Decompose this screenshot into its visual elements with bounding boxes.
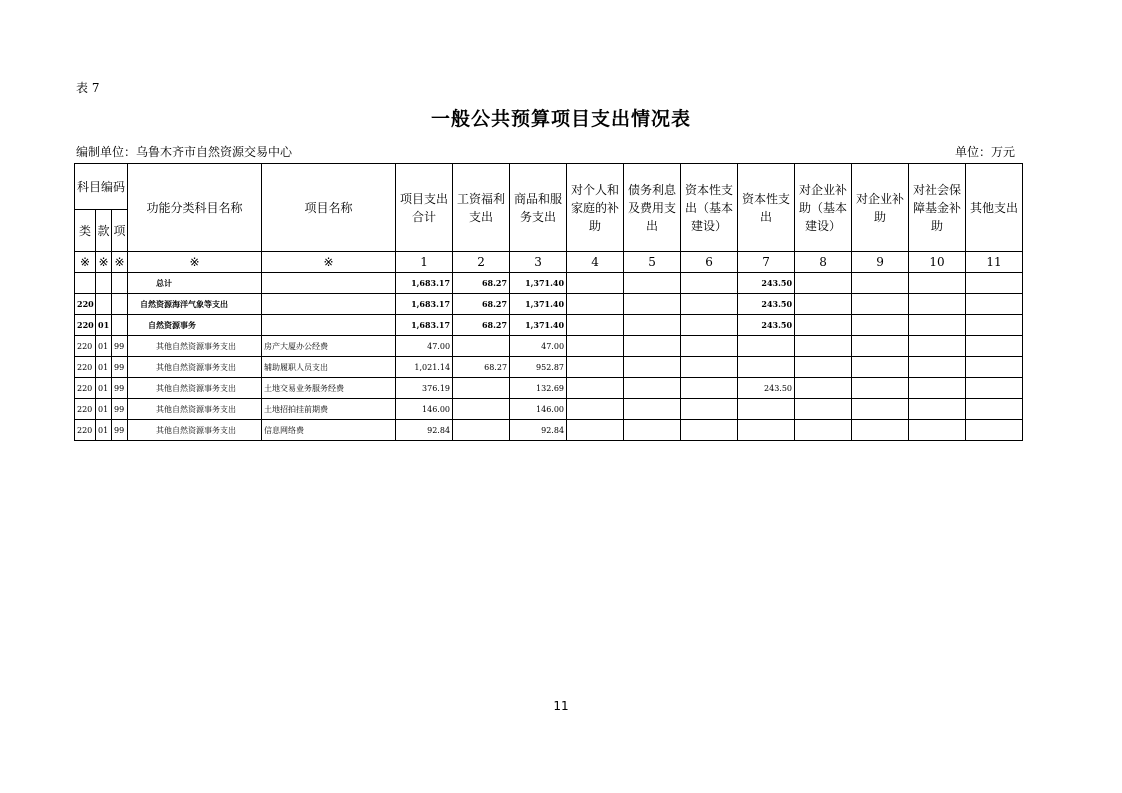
cell-kuan: 01	[96, 399, 112, 420]
table-row	[75, 357, 1023, 378]
header-project-name: 项目名称	[262, 164, 396, 252]
cell-c2	[453, 399, 510, 420]
cell-c10	[909, 315, 966, 336]
header-col4: 对个人和家庭的补助	[567, 164, 624, 252]
cell-c8	[795, 420, 852, 441]
cell-c6	[681, 378, 738, 399]
cell-c6	[681, 294, 738, 315]
table-row	[75, 399, 1023, 420]
cell-c6	[681, 336, 738, 357]
index-cell: ※	[128, 252, 262, 273]
cell-c2	[453, 378, 510, 399]
cell-c3: 92.84	[510, 420, 567, 441]
cell-c3: 146.00	[510, 399, 567, 420]
table-row	[75, 378, 1023, 399]
cell-c4	[567, 399, 624, 420]
index-cell: ※	[96, 252, 112, 273]
index-row	[75, 252, 1023, 273]
cell-lei: 220	[75, 420, 96, 441]
cell-c4	[567, 273, 624, 294]
cell-project	[262, 294, 396, 315]
index-cell: ※	[112, 252, 128, 273]
cell-kuan: 01	[96, 336, 112, 357]
cell-c8	[795, 399, 852, 420]
cell-c9	[852, 315, 909, 336]
cell-name: 自然资源海洋气象等支出	[128, 294, 262, 315]
cell-c9	[852, 378, 909, 399]
cell-c7: 243.50	[738, 378, 795, 399]
cell-c11	[966, 399, 1023, 420]
cell-c10	[909, 357, 966, 378]
cell-c2	[453, 336, 510, 357]
cell-c7: 243.50	[738, 315, 795, 336]
cell-project	[262, 315, 396, 336]
cell-c9	[852, 399, 909, 420]
index-cell: 11	[966, 252, 1023, 273]
table-row	[75, 273, 1023, 294]
cell-c9	[852, 336, 909, 357]
cell-c7	[738, 420, 795, 441]
cell-c4	[567, 420, 624, 441]
cell-c5	[624, 294, 681, 315]
cell-c11	[966, 336, 1023, 357]
cell-c11	[966, 357, 1023, 378]
index-cell: 6	[681, 252, 738, 273]
cell-c9	[852, 273, 909, 294]
cell-kuan: 01	[96, 378, 112, 399]
cell-lei: 220	[75, 315, 96, 336]
cell-kuan	[96, 294, 112, 315]
cell-c10	[909, 399, 966, 420]
header-func-name: 功能分类科目名称	[128, 164, 262, 252]
header-col5: 债务利息及费用支出	[624, 164, 681, 252]
cell-c5	[624, 273, 681, 294]
cell-c2: 68.27	[453, 294, 510, 315]
cell-c1: 1,683.17	[396, 294, 453, 315]
header-subject-code: 科目编码	[75, 164, 128, 210]
cell-c1: 1,683.17	[396, 273, 453, 294]
cell-c9	[852, 420, 909, 441]
cell-xiang: 99	[112, 357, 128, 378]
index-cell: 8	[795, 252, 852, 273]
cell-c11	[966, 273, 1023, 294]
cell-project: 信息网络费	[262, 420, 396, 441]
index-cell: 10	[909, 252, 966, 273]
cell-c10	[909, 294, 966, 315]
cell-name: 其他自然资源事务支出	[128, 399, 262, 420]
cell-name: 总计	[128, 273, 262, 294]
index-cell: 5	[624, 252, 681, 273]
header-col2: 工资福利支出	[453, 164, 510, 252]
cell-c4	[567, 315, 624, 336]
cell-kuan: 01	[96, 315, 112, 336]
cell-name: 其他自然资源事务支出	[128, 420, 262, 441]
cell-lei	[75, 273, 96, 294]
header-col3: 商品和服务支出	[510, 164, 567, 252]
cell-c4	[567, 336, 624, 357]
cell-xiang	[112, 294, 128, 315]
cell-c2	[453, 420, 510, 441]
cell-c4	[567, 294, 624, 315]
cell-c4	[567, 378, 624, 399]
index-cell: 2	[453, 252, 510, 273]
cell-name: 其他自然资源事务支出	[128, 336, 262, 357]
cell-c7: 243.50	[738, 273, 795, 294]
index-cell: ※	[75, 252, 96, 273]
cell-lei: 220	[75, 336, 96, 357]
cell-kuan: 01	[96, 420, 112, 441]
cell-c1: 146.00	[396, 399, 453, 420]
cell-c1: 376.19	[396, 378, 453, 399]
cell-c10	[909, 378, 966, 399]
cell-lei: 220	[75, 294, 96, 315]
cell-c5	[624, 357, 681, 378]
cell-c6	[681, 273, 738, 294]
cell-c1: 1,021.14	[396, 357, 453, 378]
cell-c6	[681, 357, 738, 378]
cell-c6	[681, 399, 738, 420]
cell-c1: 1,683.17	[396, 315, 453, 336]
cell-xiang	[112, 315, 128, 336]
header-col9: 对企业补助	[852, 164, 909, 252]
cell-c5	[624, 336, 681, 357]
header-col1: 项目支出合计	[396, 164, 453, 252]
cell-c8	[795, 378, 852, 399]
cell-c7	[738, 357, 795, 378]
org-label: 编制单位：乌鲁木齐市自然资源交易中心	[76, 145, 293, 159]
page-number: 11	[553, 699, 569, 713]
cell-c8	[795, 294, 852, 315]
cell-c6	[681, 420, 738, 441]
cell-c2: 68.27	[453, 357, 510, 378]
cell-project: 土地招拍挂前期费	[262, 399, 396, 420]
header-kuan: 款	[96, 210, 112, 252]
index-cell: 4	[567, 252, 624, 273]
cell-c3: 1,371.40	[510, 294, 567, 315]
cell-c3: 132.69	[510, 378, 567, 399]
cell-c9	[852, 294, 909, 315]
cell-c5	[624, 378, 681, 399]
index-cell: 9	[852, 252, 909, 273]
unit-label: 单位：万元	[955, 145, 1016, 159]
page-title: 一般公共预算项目支出情况表	[430, 108, 691, 130]
table-row	[75, 294, 1023, 315]
cell-c11	[966, 420, 1023, 441]
table-row	[75, 336, 1023, 357]
cell-c7: 243.50	[738, 294, 795, 315]
table-number: 表 7	[76, 81, 100, 95]
cell-project: 土地交易业务服务经费	[262, 378, 396, 399]
cell-c10	[909, 336, 966, 357]
cell-c3: 1,371.40	[510, 315, 567, 336]
cell-c11	[966, 378, 1023, 399]
cell-c11	[966, 315, 1023, 336]
cell-project: 房产大厦办公经费	[262, 336, 396, 357]
cell-lei: 220	[75, 378, 96, 399]
cell-project: 辅助履职人员支出	[262, 357, 396, 378]
cell-c7	[738, 399, 795, 420]
cell-xiang: 99	[112, 420, 128, 441]
cell-xiang	[112, 273, 128, 294]
cell-c7	[738, 336, 795, 357]
header-col6: 资本性支出（基本建设）	[681, 164, 738, 252]
table-row	[75, 420, 1023, 441]
cell-project	[262, 273, 396, 294]
cell-c8	[795, 336, 852, 357]
cell-name: 其他自然资源事务支出	[128, 378, 262, 399]
cell-c4	[567, 357, 624, 378]
cell-c6	[681, 315, 738, 336]
header-lei: 类	[75, 210, 96, 252]
budget-table	[74, 163, 1023, 441]
cell-c5	[624, 399, 681, 420]
cell-c11	[966, 294, 1023, 315]
cell-c3: 1,371.40	[510, 273, 567, 294]
cell-c8	[795, 357, 852, 378]
cell-xiang: 99	[112, 378, 128, 399]
cell-c3: 952.87	[510, 357, 567, 378]
cell-c9	[852, 357, 909, 378]
index-cell: 3	[510, 252, 567, 273]
cell-c5	[624, 315, 681, 336]
header-xiang: 项	[112, 210, 128, 252]
cell-lei: 220	[75, 357, 96, 378]
index-cell: ※	[262, 252, 396, 273]
cell-c1: 92.84	[396, 420, 453, 441]
cell-c5	[624, 420, 681, 441]
cell-name: 其他自然资源事务支出	[128, 357, 262, 378]
index-cell: 1	[396, 252, 453, 273]
cell-c10	[909, 273, 966, 294]
cell-c3: 47.00	[510, 336, 567, 357]
index-cell: 7	[738, 252, 795, 273]
cell-c2: 68.27	[453, 315, 510, 336]
header-col10: 对社会保障基金补助	[909, 164, 966, 252]
cell-name: 自然资源事务	[128, 315, 262, 336]
cell-kuan: 01	[96, 357, 112, 378]
header-col7: 资本性支出	[738, 164, 795, 252]
header-col11: 其他支出	[966, 164, 1023, 252]
cell-c2: 68.27	[453, 273, 510, 294]
cell-c1: 47.00	[396, 336, 453, 357]
cell-xiang: 99	[112, 336, 128, 357]
cell-xiang: 99	[112, 399, 128, 420]
header-col8: 对企业补助（基本建设）	[795, 164, 852, 252]
cell-c10	[909, 420, 966, 441]
cell-kuan	[96, 273, 112, 294]
cell-c8	[795, 315, 852, 336]
cell-lei: 220	[75, 399, 96, 420]
table-row	[75, 315, 1023, 336]
cell-c8	[795, 273, 852, 294]
